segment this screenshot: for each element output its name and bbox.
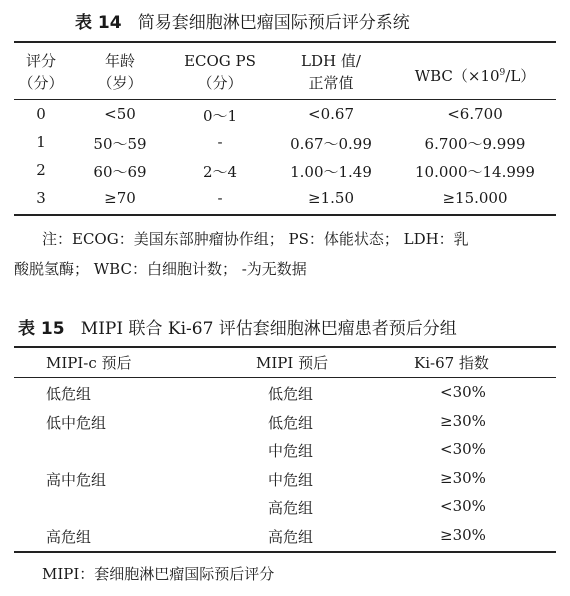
t14-header-age: 年龄 （岁） xyxy=(97,52,143,92)
t15-cell-ki67: ≥30% xyxy=(440,411,486,430)
t14-cell-wbc: 10.000～14.999 xyxy=(415,163,535,181)
table14-note-line1: 注：ECOG：美国东部肿瘤协作组； PS：体能状态； LDH：乳 xyxy=(42,230,469,248)
t15-cell-mipi: 高危组 xyxy=(268,527,314,546)
t15-cell-ki67: ≥30% xyxy=(440,525,486,544)
t14-cell-ldh: 1.00～1.49 xyxy=(290,163,372,181)
table15-header-rule xyxy=(14,377,556,378)
table15-title xyxy=(18,314,457,339)
t15-cell-mipi: 高危组 xyxy=(268,499,314,517)
t14-header-wbc: $WBC(\times 10^9/L)$ xyxy=(414,67,536,85)
t14-cell-ldh: 0.67～0.99 xyxy=(290,135,372,153)
t14-cell-age: <50 xyxy=(104,105,136,123)
t14-cell-ecog: 2～4 xyxy=(202,163,238,181)
t14-cell-ecog: 0～1 xyxy=(202,107,238,125)
t14-cell-wbc: ≥15.000 xyxy=(442,189,508,207)
t15-cell-ki67: <30% xyxy=(440,497,486,515)
t15-cell-mipic: 低中危组 xyxy=(46,413,107,432)
t15-cell-ki67: ≥30% xyxy=(440,468,486,487)
t15-cell-mipic: 高危组 xyxy=(46,527,92,546)
t15-header-ki67: Ki-67 指数 xyxy=(414,354,489,372)
t14-cell-ecog: - xyxy=(217,189,223,207)
t15-cell-mipic: 高中危组 xyxy=(46,470,107,489)
table15-note: MIPI：套细胞淋巴瘤国际预后评分 xyxy=(42,565,275,583)
table14-header-rule xyxy=(14,99,556,100)
table15-bottom-rule xyxy=(14,551,556,553)
t15-cell-mipi: 中危组 xyxy=(268,470,314,489)
t14-cell-score: 0 xyxy=(36,105,46,123)
table14-title-text: 简易套细胞淋巴瘤国际预后评分系统 xyxy=(137,13,410,33)
t14-cell-age: 60～69 xyxy=(93,163,147,181)
t14-cell-age: 50～59 xyxy=(93,135,147,153)
t14-cell-ldh: <0.67 xyxy=(308,105,354,123)
table15-top-rule xyxy=(14,346,556,348)
table14-top-rule xyxy=(14,41,556,43)
t14-cell-ecog: - xyxy=(217,133,223,151)
t14-cell-score: 1 xyxy=(36,133,46,151)
t14-cell-age: ≥70 xyxy=(104,189,136,207)
t15-cell-ki67: <30% xyxy=(440,383,486,401)
t15-header-mipic: MIPI-c 预后 xyxy=(46,354,132,372)
t14-cell-score: 3 xyxy=(36,189,46,207)
table15-label: 表 15 xyxy=(18,319,65,339)
t15-cell-mipi: 中危组 xyxy=(268,442,314,460)
t15-cell-mipi: 低危组 xyxy=(268,413,314,432)
t14-cell-wbc: 6.700～9.999 xyxy=(424,135,526,153)
t15-header-mipi: MIPI 预后 xyxy=(256,354,329,372)
t14-cell-score: 2 xyxy=(36,161,46,179)
table14-title xyxy=(75,8,410,33)
t14-header-score: 评分 （分） xyxy=(18,52,64,92)
table14-label: 表 14 xyxy=(75,13,122,33)
t15-cell-mipi: 低危组 xyxy=(268,385,314,403)
t15-cell-mipic: 低危组 xyxy=(46,385,92,403)
table14-note-line2: 酸脱氢酶； WBC：白细胞计数； -为无数据 xyxy=(14,260,307,278)
t15-cell-ki67: <30% xyxy=(440,440,486,458)
t14-header-ldh: LDH 值/ 正常值 xyxy=(301,52,361,92)
t14-cell-wbc: <6.700 xyxy=(447,105,503,123)
table15-title-text: MIPI 联合 Ki-67 评估套细胞淋巴瘤患者预后分组 xyxy=(80,319,457,339)
table14-bottom-rule xyxy=(14,214,556,216)
t14-header-ecog: ECOG PS （分） xyxy=(184,52,256,92)
t14-cell-ldh: ≥1.50 xyxy=(308,189,354,207)
